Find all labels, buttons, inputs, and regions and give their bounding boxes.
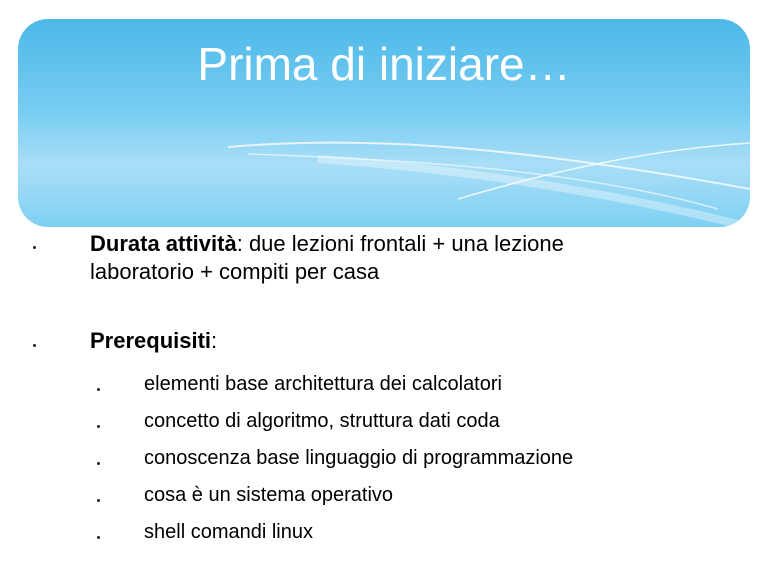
sub-bullet-dot bbox=[97, 425, 100, 428]
bullet-prerequisites-text: : bbox=[211, 328, 218, 353]
sub-item: concetto di algoritmo, struttura dati coda bbox=[144, 410, 500, 432]
sub-bullet-dot bbox=[97, 499, 100, 502]
sub-bullet-dot bbox=[97, 462, 100, 465]
sub-bullet-dot bbox=[97, 388, 100, 391]
bullet-duration-text: : due lezioni frontali + una lezione bbox=[236, 231, 564, 256]
sub-item: cosa è un sistema operativo bbox=[144, 484, 394, 506]
bullet-dot bbox=[33, 246, 36, 249]
bullet-dot bbox=[33, 344, 36, 347]
bullet-duration-text-line2: laboratorio + compiti per casa bbox=[90, 259, 380, 284]
sub-bullet-dot bbox=[97, 536, 100, 539]
sub-item: conoscenza base linguaggio di programmazione bbox=[144, 447, 574, 469]
bullet-prerequisites bbox=[90, 327, 690, 355]
slide-title: Prima di iniziare… bbox=[197, 38, 571, 90]
bullet-duration-label: Durata attività bbox=[90, 231, 237, 256]
bullet-duration bbox=[90, 230, 690, 286]
sub-item: shell comandi linux bbox=[144, 521, 313, 543]
sub-item: elementi base architettura dei calcolatori bbox=[144, 373, 502, 395]
bullet-prerequisites-label: Prerequisiti bbox=[90, 328, 212, 353]
